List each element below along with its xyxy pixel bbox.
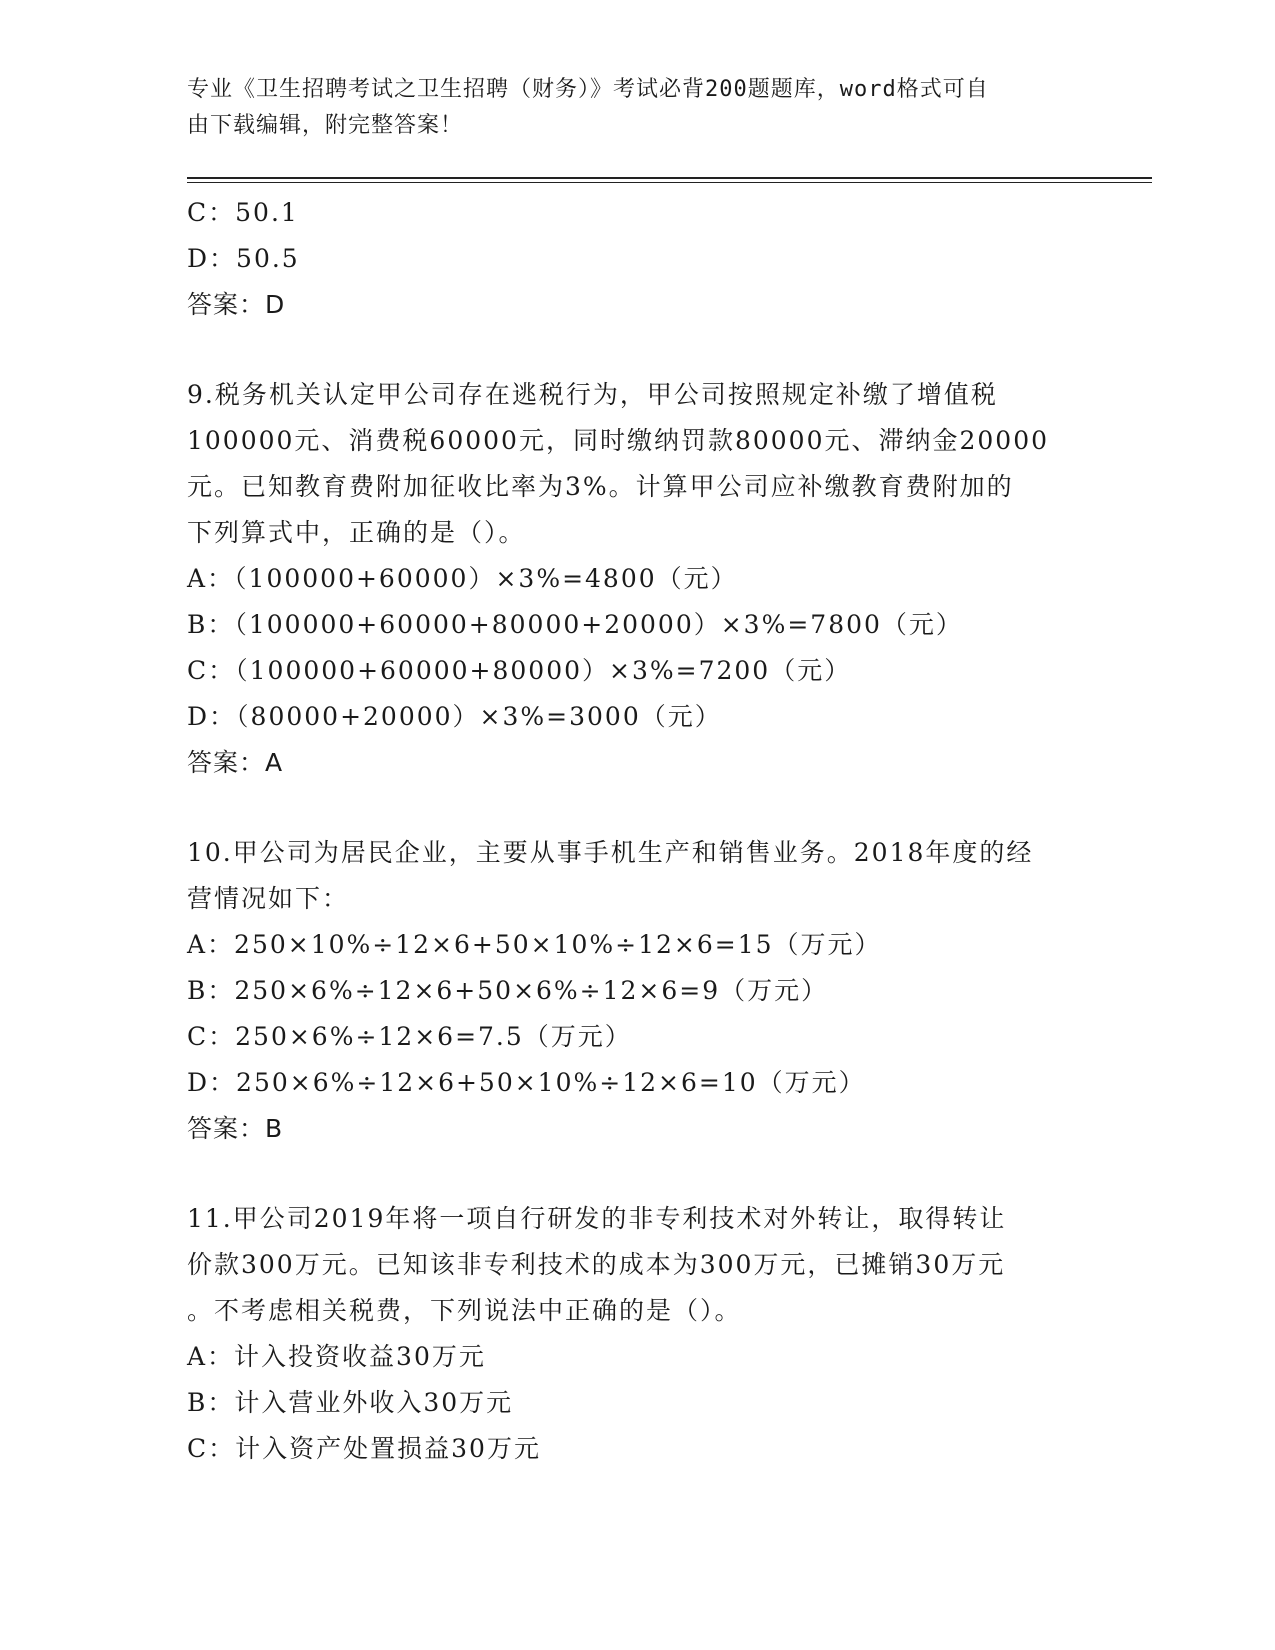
- option-a: A：（100000+60000）×3%=4800（元）: [187, 564, 738, 593]
- question-text-line: 下列算式中，正确的是（）。: [187, 518, 526, 547]
- spacer: [187, 1152, 1077, 1196]
- question-11: [187, 1196, 1077, 1472]
- option-a: A：250×10%÷12×6+50×10%÷12×6=15（万元）: [187, 930, 882, 959]
- header-line-1: 专业《卫生招聘考试之卫生招聘（财务）》考试必背200题题库，word格式可自: [187, 77, 989, 102]
- answer-line: 答案：A: [187, 748, 284, 777]
- option-d: D：250×6%÷12×6+50×10%÷12×6=10（万元）: [187, 1068, 866, 1097]
- option-b: B：250×6%÷12×6+50×6%÷12×6=9（万元）: [187, 976, 829, 1005]
- spacer: [187, 328, 1077, 372]
- question-text-line: 元。已知教育费附加征收比率为3%。计算甲公司应补缴教育费附加的: [187, 472, 1014, 501]
- question-9: [187, 372, 1077, 786]
- option-d: D：（80000+20000）×3%=3000（元）: [187, 702, 722, 731]
- header-line-2: 由下载编辑，附完整答案！: [187, 113, 464, 138]
- header-divider-thick: [187, 177, 1152, 179]
- option-d: D：50.5: [187, 244, 300, 273]
- question-text-line: 。不考虑相关税费，下列说法中正确的是（）。: [187, 1296, 742, 1325]
- option-c: C：计入资产处置损益30万元: [187, 1434, 541, 1463]
- question-text-line: 10.甲公司为居民企业，主要从事手机生产和销售业务。2018年度的经: [187, 838, 1034, 867]
- answer-line: 答案：B: [187, 1114, 284, 1143]
- question-text-line: 营情况如下：: [187, 884, 350, 913]
- option-b: B：（100000+60000+80000+20000）×3%=7800（元）: [187, 610, 963, 639]
- question-text-line: 11.甲公司2019年将一项自行研发的非专利技术对外转让，取得转让: [187, 1204, 1007, 1233]
- option-a: A：计入投资收益30万元: [187, 1342, 486, 1371]
- question-text-line: 价款300万元。已知该非专利技术的成本为300万元，已摊销30万元: [187, 1250, 1006, 1279]
- header-divider-thin: [187, 182, 1152, 183]
- option-c: C：250×6%÷12×6=7.5（万元）: [187, 1022, 632, 1051]
- spacer: [187, 786, 1077, 830]
- question-text-line: 100000元、消费税60000元，同时缴纳罚款80000元、滞纳金20000: [187, 426, 1050, 455]
- document-header: [187, 72, 1067, 144]
- question-10: [187, 830, 1077, 1152]
- document-body: [187, 190, 1077, 1472]
- question-text-line: 9.税务机关认定甲公司存在逃税行为，甲公司按照规定补缴了增值税: [187, 380, 998, 409]
- option-c: C：50.1: [187, 198, 299, 227]
- question-fragment: [187, 190, 1077, 328]
- option-c: C：（100000+60000+80000）×3%=7200（元）: [187, 656, 852, 685]
- option-b: B：计入营业外收入30万元: [187, 1388, 514, 1417]
- answer-line: 答案：D: [187, 290, 286, 319]
